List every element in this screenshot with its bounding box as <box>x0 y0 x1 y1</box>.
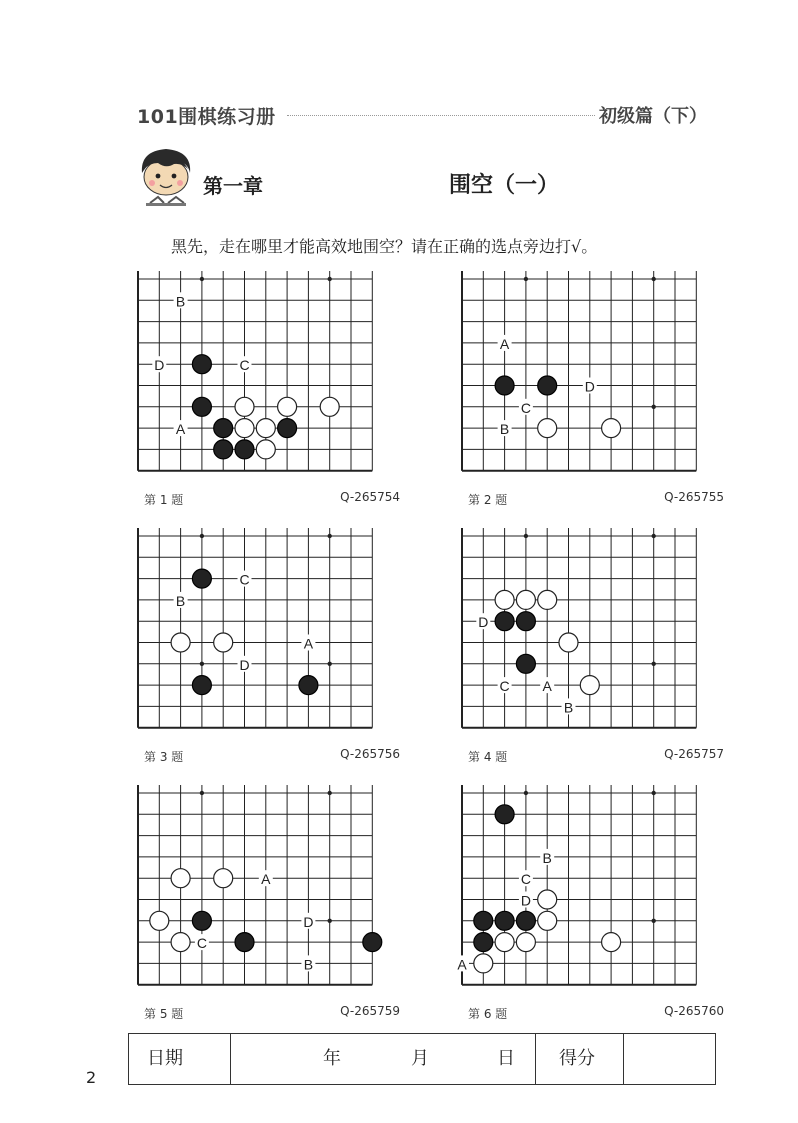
problem-code: Q-265757 <box>664 747 724 761</box>
white-stone <box>214 633 233 652</box>
choice-B: B <box>175 293 186 310</box>
problem-5 <box>138 785 398 1045</box>
star-point <box>652 277 656 281</box>
choice-D: D <box>584 378 595 395</box>
black-stone <box>299 676 318 695</box>
problem-3 <box>138 528 398 788</box>
black-stone <box>495 612 514 631</box>
problem-4 <box>462 528 722 788</box>
black-stone <box>495 376 514 395</box>
chapter-title: 围空（一） <box>449 172 560 198</box>
white-stone <box>495 590 514 609</box>
choice-D: D <box>303 913 314 930</box>
star-point <box>652 534 656 538</box>
star-point <box>524 277 528 281</box>
choice-C: C <box>520 399 531 416</box>
black-stone <box>474 911 493 930</box>
white-stone <box>235 397 254 416</box>
white-stone <box>538 890 557 909</box>
star-point <box>328 662 332 666</box>
go-board-4[interactable] <box>462 528 714 734</box>
white-stone <box>602 933 621 952</box>
white-stone <box>171 633 190 652</box>
problem-2 <box>462 271 722 531</box>
go-board-6[interactable] <box>457 785 714 991</box>
score-label: 得分 <box>559 1048 595 1069</box>
instruction-text: 黑先，走在哪里才能高效地围空？请在正确的选点旁边打√。 <box>171 237 598 256</box>
choice-C: C <box>499 678 510 695</box>
problem-code: Q-265755 <box>664 490 724 504</box>
star-point <box>524 791 528 795</box>
black-stone <box>495 805 514 824</box>
choice-A: A <box>261 871 271 888</box>
black-stone <box>192 911 211 930</box>
book-title: 101围棋练习册 <box>137 106 276 128</box>
black-stone <box>363 933 382 952</box>
choice-D: D <box>239 656 250 673</box>
white-stone <box>538 419 557 438</box>
white-stone <box>516 590 535 609</box>
choice-A: A <box>499 335 510 352</box>
problem-label: 第 3 题 <box>144 750 184 764</box>
choice-A: A <box>542 678 552 695</box>
white-stone <box>516 933 535 952</box>
problem-code: Q-265759 <box>340 1004 400 1018</box>
white-stone <box>256 419 275 438</box>
star-point <box>524 534 528 538</box>
black-stone <box>495 911 514 930</box>
choice-B: B <box>499 421 510 438</box>
choice-B: B <box>542 849 552 866</box>
choice-C: C <box>239 357 250 374</box>
choice-B: B <box>175 592 186 609</box>
problem-label: 第 1 题 <box>144 493 184 507</box>
problem-code: Q-265754 <box>340 490 400 504</box>
black-stone <box>192 397 211 416</box>
black-stone <box>214 440 233 459</box>
black-stone <box>192 569 211 588</box>
black-stone <box>278 419 297 438</box>
white-stone <box>320 397 339 416</box>
go-board-5[interactable] <box>138 785 390 991</box>
star-point <box>652 791 656 795</box>
choice-C: C <box>196 935 207 952</box>
black-stone <box>192 355 211 374</box>
black-stone <box>516 654 535 673</box>
black-stone <box>235 933 254 952</box>
problem-label: 第 2 题 <box>468 493 508 507</box>
white-stone <box>278 397 297 416</box>
choice-B: B <box>563 699 574 716</box>
white-stone <box>602 419 621 438</box>
go-board-2[interactable] <box>462 271 714 477</box>
black-stone <box>516 911 535 930</box>
problem-6 <box>457 785 724 1045</box>
white-stone <box>538 911 557 930</box>
choice-B: B <box>303 956 314 973</box>
problem-label: 第 6 题 <box>468 1007 508 1021</box>
white-stone <box>559 633 578 652</box>
year-label: 年 <box>323 1048 341 1069</box>
black-stone <box>474 933 493 952</box>
choice-D: D <box>520 892 531 909</box>
record-table <box>128 1033 716 1085</box>
white-stone <box>474 954 493 973</box>
white-stone <box>235 419 254 438</box>
star-point <box>652 662 656 666</box>
white-stone <box>495 933 514 952</box>
star-point <box>200 662 204 666</box>
black-stone <box>538 376 557 395</box>
white-stone <box>256 440 275 459</box>
star-point <box>328 791 332 795</box>
star-point <box>328 919 332 923</box>
star-point <box>200 534 204 538</box>
black-stone <box>192 676 211 695</box>
choice-A: A <box>457 956 467 973</box>
white-stone <box>580 676 599 695</box>
page-number: 2 <box>86 1068 97 1087</box>
star-point <box>652 405 656 409</box>
white-stone <box>171 869 190 888</box>
white-stone <box>171 933 190 952</box>
month-label: 月 <box>411 1048 429 1069</box>
problem-code: Q-265756 <box>340 747 400 761</box>
choice-C: C <box>520 871 531 888</box>
problem-label: 第 4 题 <box>468 750 508 764</box>
child-mascot-icon <box>138 145 194 211</box>
problem-1 <box>138 271 398 531</box>
white-stone <box>214 869 233 888</box>
date-label: 日期 <box>147 1048 183 1069</box>
problem-code: Q-265760 <box>664 1004 724 1018</box>
problem-label: 第 5 题 <box>144 1007 184 1021</box>
black-stone <box>516 612 535 631</box>
star-point <box>200 277 204 281</box>
header-dotted-rule <box>287 115 595 116</box>
white-stone <box>150 911 169 930</box>
page-header <box>137 100 707 130</box>
star-point <box>652 919 656 923</box>
choice-D: D <box>478 614 489 631</box>
book-level: 初级篇（下） <box>599 106 707 127</box>
go-board-1[interactable] <box>138 271 390 477</box>
choice-D: D <box>154 357 165 374</box>
chapter-label: 第一章 <box>203 174 263 198</box>
black-stone <box>214 419 233 438</box>
white-stone <box>538 590 557 609</box>
go-board-3[interactable] <box>138 528 390 734</box>
choice-A: A <box>175 421 186 438</box>
day-label: 日 <box>497 1048 515 1069</box>
choice-A: A <box>303 635 314 652</box>
star-point <box>328 277 332 281</box>
black-stone <box>235 440 254 459</box>
choice-C: C <box>239 571 250 588</box>
star-point <box>200 791 204 795</box>
star-point <box>328 534 332 538</box>
